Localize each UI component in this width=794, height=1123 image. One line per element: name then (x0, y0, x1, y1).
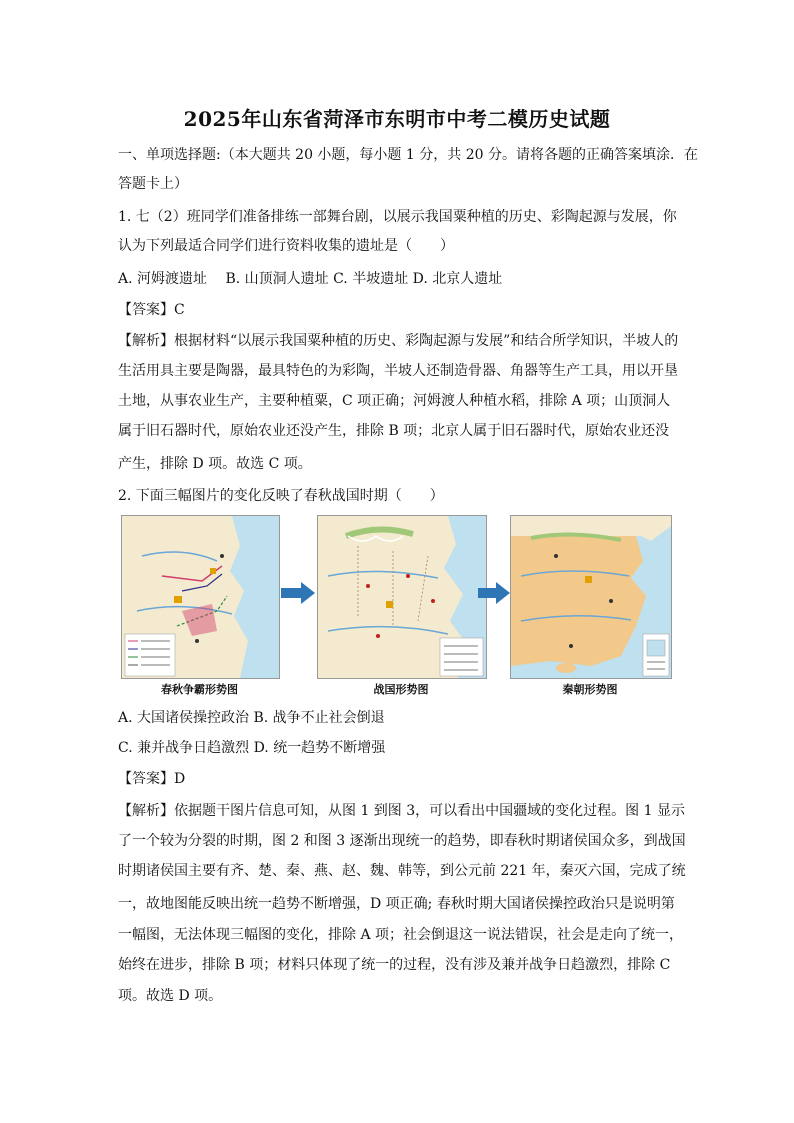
map-caption: 秦朝形势图 (562, 683, 618, 696)
warring-states-map (317, 515, 487, 679)
q1-stem-line-1: 1. 七（2）班同学们准备排练一部舞台剧，以展示我国粟种植的历史、彩陶起源与发展，你 (118, 209, 677, 225)
q2-options-line-1: A. 大国诸侯操控政治 B. 战争不止社会倒退 (118, 710, 385, 726)
q2-map-figure (121, 515, 671, 695)
qin-dynasty-map (510, 515, 672, 679)
q1-answer: 【答案】C (118, 302, 185, 318)
spring-autumn-map (121, 515, 280, 679)
q1-analysis-line: 【解析】根据材料“以展示我国粟种植的历史、彩陶起源与发展”和结合所学知识，半坡人的 (118, 333, 679, 349)
q2-analysis-line: 一，故地图能反映出统一趋势不断增强，D 项正确; 春秋时期大国诸侯操控政治只是说明第 (118, 896, 675, 912)
q2-analysis-line: 【解析】依据题干图片信息可知，从图 1 到图 3，可以看出中国疆域的变化过程。图 1 显示 (118, 803, 685, 819)
q1-options: A. 河姆渡遗址 B. 山顶洞人遗址 C. 半坡遗址 D. 北京人遗址 (118, 271, 503, 287)
map-caption: 战国形势图 (373, 683, 429, 696)
q2-analysis-line: 项。故选 D 项。 (118, 988, 223, 1004)
right-arrow-icon (478, 582, 510, 604)
q2-options-line-2: C. 兼并战争日趋激烈 D. 统一趋势不断增强 (118, 740, 386, 756)
right-arrow-icon (281, 582, 315, 604)
section-heading-line-2: 答题卡上） (118, 176, 188, 192)
q2-stem: 2. 下面三幅图片的变化反映了春秋战国时期（ ） (118, 488, 444, 504)
q2-analysis-line: 始终在进步，排除 B 项；材料只体现了统一的过程，没有涉及兼并战争日趋激烈，排除 C (118, 957, 671, 973)
q2-analysis-line: 了一个较为分裂的时期，图 2 和图 3 逐渐出现统一的趋势，即春秋时期诸侯国众多，到战国 (118, 833, 686, 849)
q2-analysis-line: 一幅图，无法体现三幅图的变化，排除 A 项；社会倒退这一说法错误，社会是走向了统一， (118, 927, 684, 943)
map-caption: 春秋争霸形势图 (161, 683, 238, 696)
q1-analysis-line: 土地，从事农业生产，主要种植粟，C 项正确；河姆渡人种植水稻，排除 A 项；山顶洞人 (118, 393, 671, 409)
page-title: 2025年山东省菏泽市东明市中考二模历史试题 (183, 107, 611, 131)
q1-stem-line-2: 认为下列最适合同学们进行资料收集的遗址是（ ） (118, 238, 454, 254)
q2-answer: 【答案】D (118, 771, 186, 787)
q1-analysis-line: 生活用具主要是陶器，最具特色的为彩陶，半坡人还制造骨器、角器等生产工具，用以开垦 (118, 363, 678, 379)
section-heading-line-1: 一、单项选择题:（本大题共 20 小题，每小题 1 分，共 20 分。请将各题的正确答案填涂．在 (118, 147, 698, 163)
q1-analysis-line: 属于旧石器时代，原始农业还没产生，排除 B 项；北京人属于旧石器时代，原始农业还没 (118, 423, 670, 439)
q2-analysis-line: 时期诸侯国主要有齐、楚、秦、燕、赵、魏、韩等，到公元前 221 年，秦灭六国，完成了统 (118, 863, 686, 879)
q1-analysis-line: 产生，排除 D 项。故选 C 项。 (118, 456, 312, 472)
